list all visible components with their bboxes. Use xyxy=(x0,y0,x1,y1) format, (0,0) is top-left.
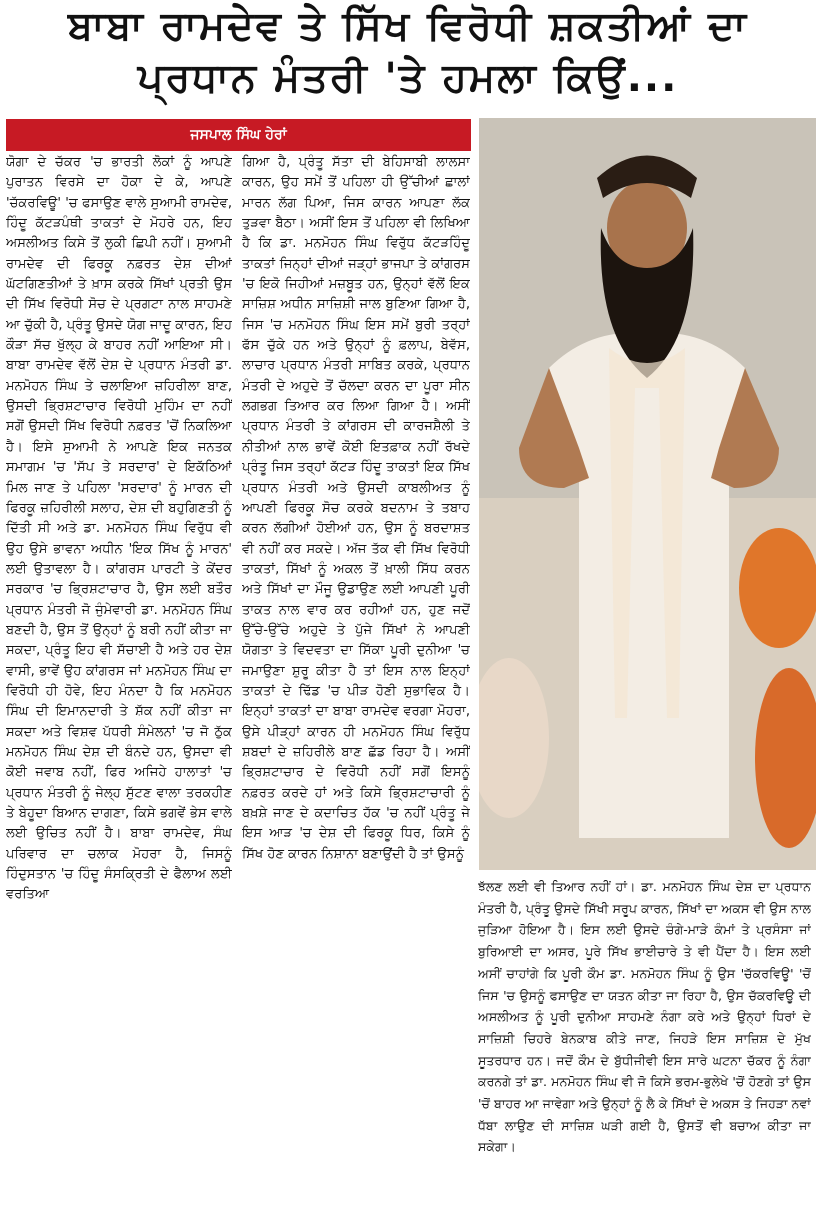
author-byline: ਜਸਪਾਲ ਸਿੰਘ ਹੇਰਾਂ xyxy=(6,119,471,151)
headline-line-1: ਬਾਬਾ ਰਾਮਦੇਵ ਤੇ ਸਿੱਖ ਵਿਰੋਧੀ ਸ਼ਕਤੀਆਂ ਦਾ xyxy=(68,3,748,49)
article-column-1: ਯੋਗਾ ਦੇ ਚੱਕਰ 'ਚ ਭਾਰਤੀ ਲੋਕਾਂ ਨੂੰ ਆਪਣੇ ਪੁਰਾਤਨ ਵਿਰਸੇ ਦਾ ਹੋਕਾ ਦੇ ਕੇ, ਆਪਣੇ 'ਚੱਕਰਵਿਊ' 'ਚ ਫਸਾਉਣ ਵਾਲੇ ਸੁਆਮੀ ਰਾਮਦੇਵ, ਹਿੰਦੂ ਕੱਟੜਪੰਥੀ ਤਾਕਤਾਂ ਦੇ ਮੋਹਰੇ ਹਨ, ਇਹ ਅਸਲੀਅਤ ਕਿਸੇ ਤੋਂ ਲੁਕੀ ਛਿਪੀ ਨਹੀਂ। ਸੁਆਮੀ ਰਾਮਦੇਵ ਦੀ ਫਿਰਕੂ ਨਫ਼ਰਤ ਦੇਸ਼ ਦੀਆਂ ਘੱਟਗਿਣਤੀਆਂ ਤੇ ਖ਼ਾਸ ਕਰਕੇ ਸਿੱਖਾਂ ਪ੍ਰਤੀ ਉਸ ਦੀ ਸਿੱਖ ਵਿਰੋਧੀ ਸੋਚ ਦੇ ਪ੍ਰਗਟਾ ਨਾਲ ਸਾਹਮਣੇ ਆ ਚੁੱਕੀ ਹੈ, ਪ੍ਰੰਤੂ ਉਸਦੇ ਯੋਗ ਜਾਦੂ ਕਾਰਨ, ਇਹ ਕੌੜਾ ਸੱਚ ਖੁੱਲ੍ਹ ਕੇ ਬਾਹਰ ਨਹੀਂ ਆਇਆ ਸੀ। ਬਾਬਾ ਰਾਮਦੇਵ ਵੱਲੋਂ ਦੇਸ਼ ਦੇ ਪ੍ਰਧਾਨ ਮੰਤਰੀ ਡਾ. ਮਨਮੋਹਨ ਸਿੰਘ ਤੇ ਚਲਾਇਆ ਜ਼ਹਿਰੀਲਾ ਬਾਣ, ਉਸਦੀ ਭ੍ਰਿਸ਼ਟਾਚਾਰ ਵਿਰੋਧੀ ਮੁਹਿੰਮ ਦਾ ਨਹੀਂ ਸਗੋਂ ਉਸਦੀ ਸਿੱਖ ਵਿਰੋਧੀ ਨਫ਼ਰਤ 'ਚੋਂ ਨਿਕਲਿਆ ਹੈ। ਇਸੇ ਸੁਆਮੀ ਨੇ ਆਪਣੇ ਇਕ ਜਨਤਕ ਸਮਾਗਮ 'ਚ 'ਸੱਪ ਤੇ ਸਰਦਾਰ' ਦੇ ਇਕੱਠਿਆਂ ਮਿਲ ਜਾਣ ਤੇ ਪਹਿਲਾ 'ਸਰਦਾਰ' ਨੂੰ ਮਾਰਨ ਦੀ ਫਿਰਕੂ ਜ਼ਹਿਰੀਲੀ ਸਲਾਹ, ਦੇਸ਼ ਦੀ ਬਹੁਗਿਣਤੀ ਨੂੰ ਦਿੱਤੀ ਸੀ ਅਤੇ ਡਾ. ਮਨਮੋਹਨ ਸਿੰਘ ਵਿਰੁੱਧ ਵੀ ਉਹ ਉਸੇ ਭਾਵਨਾ ਅਧੀਨ 'ਇਕ ਸਿੱਖ ਨੂੰ ਮਾਰਨ' ਲਈ ਉਤਾਵਲਾ ਹੈ। ਕਾਂਗਰਸ ਪਾਰਟੀ ਤੇ ਕੇਂਦਰ ਸਰਕਾਰ 'ਚ ਭ੍ਰਿਸ਼ਟਾਚਾਰ ਹੈ, ਉਸ ਲਈ ਬਤੌਰ ਪ੍ਰਧਾਨ ਮੰਤਰੀ ਜੋ ਜੁੰਮੇਵਾਰੀ ਡਾ. ਮਨਮੋਹਨ ਸਿੰਘ ਬਣਦੀ ਹੈ, ਉਸ ਤੋਂ ਉਨ੍ਹਾਂ ਨੂੰ ਬਰੀ ਨਹੀਂ ਕੀਤਾ ਜਾ ਸਕਦਾ, ਪ੍ਰੰਤੂ ਇਹ ਵੀ ਸੱਚਾਈ ਹੈ ਅਤੇ ਹਰ ਦੇਸ਼ ਵਾਸੀ, ਭਾਵੇਂ ਉਹ ਕਾਂਗਰਸ ਜਾਂ ਮਨਮੋਹਨ ਸਿੰਘ ਦਾ ਵਿਰੋਧੀ ਹੀ ਹੋਵੇ, ਇਹ ਮੰਨਦਾ ਹੈ ਕਿ ਮਨਮੋਹਨ ਸਿੰਘ ਦੀ ਇਮਾਨਦਾਰੀ ਤੇ ਸ਼ੱਕ ਨਹੀਂ ਕੀਤਾ ਜਾ ਸਕਦਾ ਅਤੇ ਵਿਸ਼ਵ ਪੱਧਰੀ ਸੰਮੇਲਨਾਂ 'ਚ ਜੋ ਠੁੱਕ ਮਨਮੋਹਨ ਸਿੰਘ ਦੇਸ਼ ਦੀ ਬੰਨਦੇ ਹਨ, ਉਸਦਾ ਵੀ ਕੋਈ ਜਵਾਬ ਨਹੀਂ, ਫਿਰ ਅਜਿਹੇ ਹਾਲਾਤਾਂ 'ਚ ਪ੍ਰਧਾਨ ਮੰਤਰੀ ਨੂੰ ਜੇਲ੍ਹ ਸੁੱਟਣ ਵਾਲਾ ਤਰਕਹੀਣ ਤੇ ਬੇਹੂਦਾ ਬਿਆਨ ਦਾਗਣਾ, ਕਿਸੇ ਭਗਵੇਂ ਭੇਸ ਵਾਲੇ ਲਈ ਉਚਿਤ ਨਹੀਂ ਹੈ। ਬਾਬਾ ਰਾਮਦੇਵ, ਸੰਘ ਪਰਿਵਾਰ ਦਾ ਚਲਾਕ ਮੋਹਰਾ ਹੈ, ਜਿਸਨੂੰ ਹਿੰਦੁਸਤਾਨ 'ਚ ਹਿੰਦੂ ਸੰਸਕ੍ਰਿਤੀ ਦੇ ਫੈਲਾਅ ਲਈ ਵਰਤਿਆ xyxy=(6,155,232,903)
article-photo xyxy=(479,118,816,870)
article-column-3: ਝੱਲਣ ਲਈ ਵੀ ਤਿਆਰ ਨਹੀਂ ਹਾਂ। ਡਾ. ਮਨਮੋਹਨ ਸਿੰਘ ਦੇਸ਼ ਦਾ ਪ੍ਰਧਾਨ ਮੰਤਰੀ ਹੈ, ਪ੍ਰੰਤੂ ਉਸਦੇ ਸਿੱਖੀ ਸਰੂਪ ਕਾਰਨ, ਸਿੱਖਾਂ ਦਾ ਅਕਸ ਵੀ ਉਸ ਨਾਲ ਜੁੜਿਆ ਹੋਇਆ ਹੈ। ਇਸ ਲਈ ਉਸਦੇ ਚੰਗੇ-ਮਾੜੇ ਕੰਮਾਂ ਤੇ ਪ੍ਰਸੰਸਾ ਜਾਂ ਬੁਰਿਆਈ ਦਾ ਅਸਰ, ਪੂਰੇ ਸਿੱਖ ਭਾਈਚਾਰੇ ਤੇ ਵੀ ਪੈਂਦਾ ਹੈ। ਇਸ ਲਈ ਅਸੀਂ ਚਾਹਾਂਗੇ ਕਿ ਪੂਰੀ ਕੌਮ ਡਾ. ਮਨਮੋਹਨ ਸਿੰਘ ਨੂੰ ਉਸ 'ਚੱਕਰਵਿਊ' 'ਚੋਂ ਜਿਸ 'ਚ ਉਸਨੂੰ ਫਸਾਉਣ ਦਾ ਯਤਨ ਕੀਤਾ ਜਾ ਰਿਹਾ ਹੈ, ਉਸ ਚੱਕਰਵਿਊ ਦੀ ਅਸਲੀਅਤ ਨੂੰ ਪੂਰੀ ਦੁਨੀਆ ਸਾਹਮਣੇ ਨੰਗਾ ਕਰੇ ਅਤੇ ਉਨ੍ਹਾਂ ਧਿਰਾਂ ਦੇ ਸਾਜ਼ਿਸ਼ੀ ਚਿਹਰੇ ਬੇਨਕਾਬ ਕੀਤੇ ਜਾਣ, ਜਿਹੜੇ ਇਸ ਸਾਜ਼ਿਸ਼ ਦੇ ਮੁੱਖ ਸੂਤਰਧਾਰ ਹਨ। ਜਦੋਂ ਕੌਮ ਦੇ ਬੁੱਧੀਜੀਵੀ ਇਸ ਸਾਰੇ ਘਟਨਾ ਚੱਕਰ ਨੂੰ ਨੰਗਾ ਕਰਨਗੇ ਤਾਂ ਡਾ. ਮਨਮੋਹਨ ਸਿੰਘ ਵੀ ਜੋ ਕਿਸੇ ਭਰਮ-ਭੁਲੇਖੇ 'ਚੋਂ ਹੋਣਗੇ ਤਾਂ ਉਸ 'ਚੋਂ ਬਾਹਰ ਆ ਜਾਵੇਗਾ ਅਤੇ ਉਨ੍ਹਾਂ ਨੂੰ ਲੈ ਕੇ ਸਿੱਖਾਂ ਦੇ ਅਕਸ ਤੇ ਜਿਹੜਾ ਨਵਾਂ ਧੱਬਾ ਲਾਉਣ ਦੀ ਸਾਜ਼ਿਸ਼ ਘੜੀ ਗਈ ਹੈ, ਉਸਤੋਂ ਵੀ ਬਚਾਅ ਕੀਤਾ ਜਾ ਸਕੇਗਾ। xyxy=(478,879,811,1155)
article-column-2: ਗਿਆ ਹੈ, ਪ੍ਰੰਤੂ ਸੱਤਾ ਦੀ ਬੇਹਿਸਾਬੀ ਲਾਲਸਾ ਕਾਰਨ, ਉਹ ਸਮੇਂ ਤੋਂ ਪਹਿਲਾ ਹੀ ਉੱਚੀਆਂ ਛਾਲਾਂ ਮਾਰਨ ਲੱਗ ਪਿਆ, ਜਿਸ ਕਾਰਨ ਆਪਣਾ ਲੱਕ ਤੁੜਵਾ ਬੈਠਾ। ਅਸੀਂ ਇਸ ਤੋਂ ਪਹਿਲਾ ਵੀ ਲਿਖਿਆ ਹੈ ਕਿ ਡਾ. ਮਨਮੋਹਨ ਸਿੰਘ ਵਿਰੁੱਧ ਕੱਟੜਹਿੰਦੂ ਤਾਕਤਾਂ ਜਿਨ੍ਹਾਂ ਦੀਆਂ ਜੜ੍ਹਾਂ ਭਾਜਪਾ ਤੇ ਕਾਂਗਰਸ 'ਚ ਇਕੋ ਜਿਹੀਆਂ ਮਜ਼ਬੂਤ ਹਨ, ਉਨ੍ਹਾਂ ਵੱਲੋਂ ਇਕ ਸਾਜ਼ਿਸ਼ ਅਧੀਨ ਸਾਜ਼ਿਸ਼ੀ ਜਾਲ ਬੁਣਿਆ ਗਿਆ ਹੈ, ਜਿਸ 'ਚ ਮਨਮੋਹਨ ਸਿੰਘ ਇਸ ਸਮੇਂ ਬੁਰੀ ਤਰ੍ਹਾਂ ਫੱਸ ਚੁੱਕੇ ਹਨ ਅਤੇ ਉਨ੍ਹਾਂ ਨੂੰ ਫ਼ਲਾਪ, ਬੇਵੱਸ, ਲਾਚਾਰ ਪ੍ਰਧਾਨ ਮੰਤਰੀ ਸਾਬਿਤ ਕਰਕੇ, ਪ੍ਰਧਾਨ ਮੰਤਰੀ ਦੇ ਅਹੁਦੇ ਤੋਂ ਚੱਲਦਾ ਕਰਨ ਦਾ ਪੂਰਾ ਸੀਨ ਲਗਭਗ ਤਿਆਰ ਕਰ ਲਿਆ ਗਿਆ ਹੈ। ਅਸੀਂ ਪ੍ਰਧਾਨ ਮੰਤਰੀ ਤੇ ਕਾਂਗਰਸ ਦੀ ਕਾਰਜਸ਼ੈਲੀ ਤੇ ਨੀਤੀਆਂ ਨਾਲ ਭਾਵੇਂ ਕੋਈ ਇਤਫ਼ਾਕ ਨਹੀਂ ਰੱਖਦੇ ਪ੍ਰੰਤੂ ਜਿਸ ਤਰ੍ਹਾਂ ਕੱਟੜ ਹਿੰਦੂ ਤਾਕਤਾਂ ਇਕ ਸਿੱਖ ਪ੍ਰਧਾਨ ਮੰਤਰੀ ਅਤੇ ਉਸਦੀ ਕਾਬਲੀਅਤ ਨੂੰ ਆਪਣੀ ਫਿਰਕੂ ਸੋਚ ਕਰਕੇ ਬਦਨਾਮ ਤੇ ਤਬਾਹ ਕਰਨ ਲੱਗੀਆਂ ਹੋਈਆਂ ਹਨ, ਉਸ ਨੂੰ ਬਰਦਾਸ਼ਤ ਵੀ ਨਹੀਂ ਕਰ ਸਕਦੇ। ਅੱਜ ਤੱਕ ਵੀ ਸਿੱਖ ਵਿਰੋਧੀ ਤਾਕਤਾਂ, ਸਿੱਖਾਂ ਨੂੰ ਅਕਲ ਤੋਂ ਖ਼ਾਲੀ ਸਿੱਧ ਕਰਨ ਅਤੇ ਸਿੱਖਾਂ ਦਾ ਮੌਜੂ ਉਡਾਉਣ ਲਈ ਆਪਣੀ ਪੂਰੀ ਤਾਕਤ ਨਾਲ ਵਾਰ ਕਰ ਰਹੀਆਂ ਹਨ, ਹੁਣ ਜਦੋਂ ਉੱਚੇ-ਉੱਚੇ ਅਹੁਦੇ ਤੇ ਪੁੱਜੇ ਸਿੱਖਾਂ ਨੇ ਆਪਣੀ ਯੋਗਤਾ ਤੇ ਵਿਦਵਤਾ ਦਾ ਸਿੱਕਾ ਪੂਰੀ ਦੁਨੀਆ 'ਚ ਜਮਾਉਣਾ ਸ਼ੁਰੂ ਕੀਤਾ ਹੈ ਤਾਂ ਇਸ ਨਾਲ ਇਨ੍ਹਾਂ ਤਾਕਤਾਂ ਦੇ ਢਿੱਡ 'ਚ ਪੀੜ ਹੋਣੀ ਸੁਭਾਵਿਕ ਹੈ। ਇਨ੍ਹਾਂ ਤਾਕਤਾਂ ਦਾ ਬਾਬਾ ਰਾਮਦੇਵ ਵਰਗਾ ਮੋਹਰਾ, ਉਸੇ ਪੀੜ੍ਹਾਂ ਕਾਰਨ ਹੀ ਮਨਮੋਹਨ ਸਿੰਘ ਵਿਰੁੱਧ ਸ਼ਬਦਾਂ ਦੇ ਜ਼ਹਿਰੀਲੇ ਬਾਣ ਛੱਡ ਰਿਹਾ ਹੈ। ਅਸੀਂ ਭ੍ਰਿਸ਼ਟਾਚਾਰ ਦੇ ਵਿਰੋਧੀ ਨਹੀਂ ਸਗੋਂ ਇਸਨੂੰ ਨਫ਼ਰਤ ਕਰਦੇ ਹਾਂ ਅਤੇ ਕਿਸੇ ਭ੍ਰਿਸ਼ਟਾਚਾਰੀ ਨੂੰ ਬਖ਼ਸ਼ੇ ਜਾਣ ਦੇ ਕਦਾਚਿਤ ਹੱਕ 'ਚ ਨਹੀਂ ਪ੍ਰੰਤੂ ਜੇ ਇਸ ਆੜ 'ਚ ਦੇਸ਼ ਦੀ ਫਿਰਕੂ ਧਿਰ, ਕਿਸੇ ਨੂੰ ਸਿੱਖ ਹੋਣ ਕਾਰਨ ਨਿਸ਼ਾਨਾ ਬਣਾਉਂਦੀ ਹੈ ਤਾਂ ਉਸਨੂੰ xyxy=(242,155,470,862)
headline xyxy=(0,0,816,112)
headline-line-2: ਪ੍ਰਧਾਨ ਮੰਤਰੀ 'ਤੇ ਹਮਲਾ ਕਿਉਂ... xyxy=(137,55,679,101)
